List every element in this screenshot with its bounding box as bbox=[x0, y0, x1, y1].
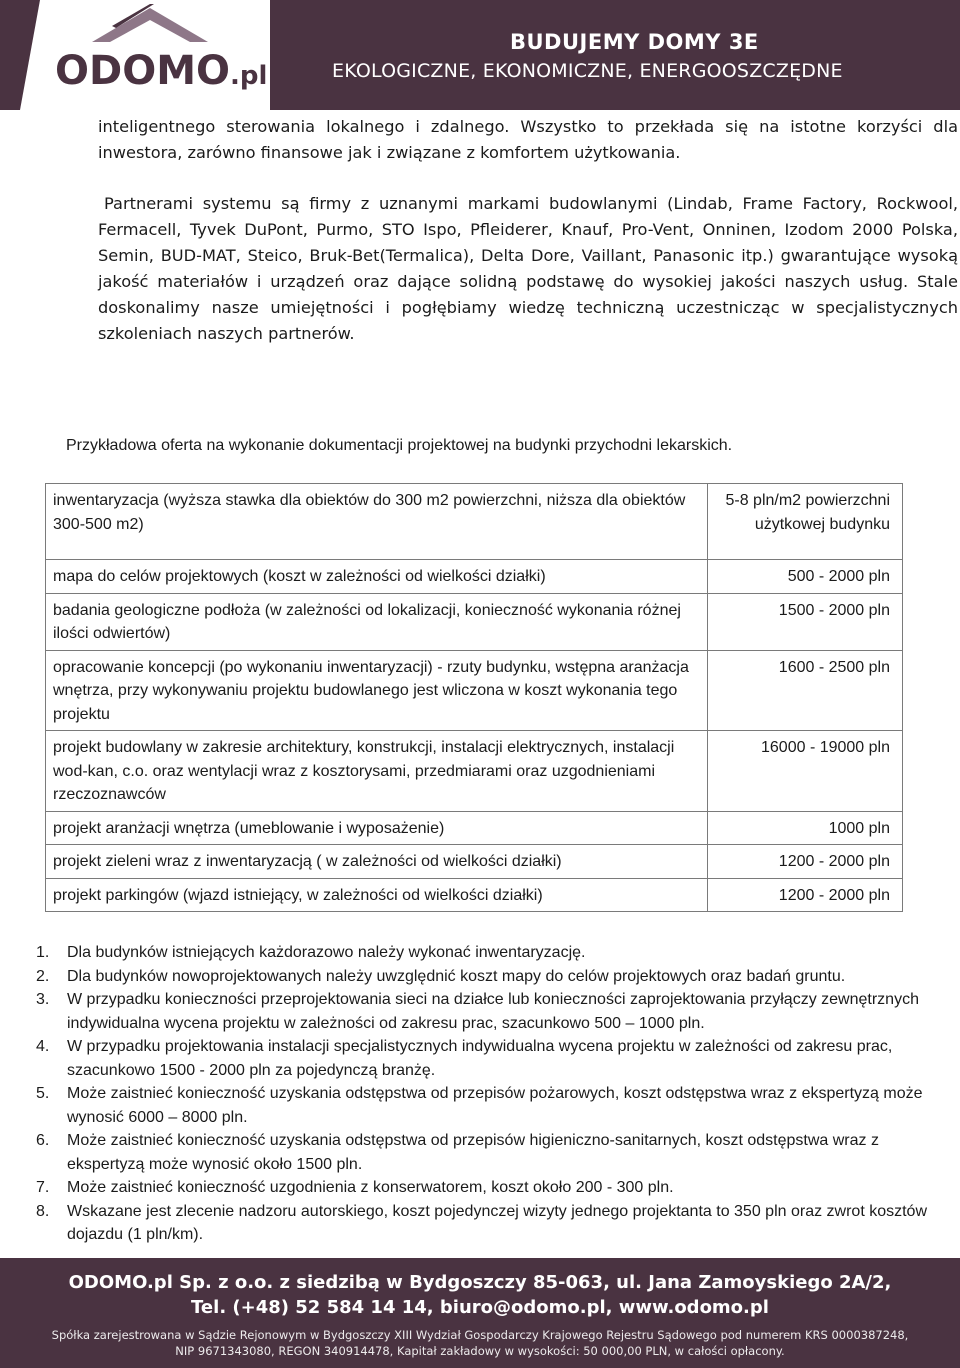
footer-address: ODOMO.pl Sp. z o.o. z siedzibą w Bydgoszczy 85-063, ul. Jana Zamoyskiego 2A/2, bbox=[68, 1272, 892, 1293]
price-table bbox=[45, 483, 903, 912]
note-number: 4. bbox=[36, 1038, 50, 1055]
list-item bbox=[36, 941, 956, 965]
list-item bbox=[36, 1082, 956, 1129]
logo-text bbox=[55, 48, 267, 94]
row-description: projekt parkingów (wjazd istniejący, w zależności od wielkości działki) bbox=[46, 878, 708, 912]
row-price: 1600 - 2500 pln bbox=[708, 650, 903, 731]
footer-registration: Spółka zarejestrowana w Sądzie Rejonowym w Bydgoszczy XIII Wydział Gospodarczy Krajowego Rejestru Sądowego pod numerem KRS 0000387248, bbox=[51, 1328, 909, 1342]
footer-contact: Tel. (+48) 52 584 14 14, biuro@odomo.pl, www.odomo.pl bbox=[191, 1297, 769, 1318]
header-subtitle: EKOLOGICZNE, EKONOMICZNE, ENERGOOSZCZĘDNE bbox=[332, 60, 843, 82]
note-text: Może zaistnieć konieczność uzyskania odstępstwa od przepisów pożarowych, koszt odstępstwa wraz z ekspertyzą może wynosić 6000 – 8000 pln. bbox=[67, 1085, 923, 1126]
note-text: W przypadku projektowania instalacji specjalistycznych indywidualna wycena projektu w zależności od zakresu prac, szacunkowo 1500 - 2000 pln za pojedynczą branżę. bbox=[67, 1038, 893, 1079]
note-number: 5. bbox=[36, 1085, 50, 1102]
note-number: 3. bbox=[36, 991, 50, 1008]
list-item bbox=[36, 1035, 956, 1082]
table-row bbox=[46, 593, 903, 650]
note-text: Dla budynków istniejących każdorazowo należy wykonać inwentaryzację. bbox=[67, 944, 586, 961]
row-description: projekt budowlany w zakresie architektury, konstrukcji, instalacji elektrycznych, instalacji wod-kan, c.o. oraz wentylacji wraz z kosztorysami, przedmiarami oraz uzgodnieniami rzeczoznawców bbox=[46, 731, 708, 812]
table-row bbox=[46, 731, 903, 812]
row-price: 1200 - 2000 pln bbox=[708, 845, 903, 879]
row-price: 1200 - 2000 pln bbox=[708, 878, 903, 912]
page-footer bbox=[0, 1258, 960, 1368]
intro-paragraph-1: inteligentnego sterowania lokalnego i zdalnego. Wszystko to przekłada się na istotne korzyści dla inwestora, zarówno finansowe jak i związane z komfortem użytkowania. bbox=[98, 117, 958, 162]
table-row bbox=[46, 560, 903, 594]
note-text: Wskazane jest zlecenie nadzoru autorskiego, koszt pojedynczej wizyty jednego projektanta to 350 pln oraz zwrot kosztów dojazdu (1 pln/km). bbox=[67, 1202, 928, 1243]
header-title: BUDUJEMY DOMY 3E bbox=[510, 30, 759, 54]
footer-tax-ids: NIP 9671343080, REGON 340914478, Kapitał zakładowy w wysokości: 50 000,00 PLN, w całości opłacony. bbox=[175, 1344, 785, 1358]
row-description: mapa do celów projektowych (koszt w zależności od wielkości działki) bbox=[46, 560, 708, 594]
row-price: 16000 - 19000 pln bbox=[708, 731, 903, 812]
list-item bbox=[36, 1176, 956, 1200]
page-header bbox=[0, 0, 960, 110]
table-row bbox=[46, 650, 903, 731]
list-item bbox=[36, 1129, 956, 1176]
note-text: W przypadku konieczności przeprojektowania sieci na działce lub konieczności zaprojektowania przyłączy zewnętrznych indywidualna wycena projektu w zależności od zakresu prac, szacunkowo 500 – 1000 pln. bbox=[67, 991, 919, 1032]
row-description: badania geologiczne podłoża (w zależności od lokalizacji, konieczność wykonania różnej ilości odwiertów) bbox=[46, 593, 708, 650]
notes-list bbox=[36, 941, 956, 1247]
note-number: 7. bbox=[36, 1179, 50, 1196]
row-description: projekt aranżacji wnętrza (umeblowanie i wyposażenie) bbox=[46, 811, 708, 845]
note-text: Może zaistnieć konieczność uzgodnienia z konserwatorem, koszt około 200 - 300 pln. bbox=[67, 1179, 674, 1196]
row-price: 1000 pln bbox=[708, 811, 903, 845]
note-text: Może zaistnieć konieczność uzyskania odstępstwa od przepisów higieniczno-sanitarnych, koszt odstępstwa wraz z ekspertyzą może wynosić około 1500 pln. bbox=[67, 1132, 879, 1173]
logo-name: ODOMO bbox=[55, 48, 231, 94]
offer-title: Przykładowa oferta na wykonanie dokumentacji projektowej na budynki przychodni lekarskich. bbox=[66, 437, 733, 454]
row-description: inwentaryzacja (wyższa stawka dla obiektów do 300 m2 powierzchni, niższa dla obiektów 300-500 m2) bbox=[46, 484, 708, 560]
note-number: 8. bbox=[36, 1202, 50, 1220]
intro-paragraph-2: Partnerami systemu są firmy z uznanymi markami budowlanymi (Lindab, Frame Factory, Rockwool, Fermacell, Tyvek DuPont, Purmo, STO Ispo, Pfleiderer, Knauf, Pro-Vent, Onninen, Izodom 2000 Polska, Semin, BUD-MAT, Steico, Bruk-Bet(Termalica), Delta Dore, Vaillant, Panasonic itp.) gwarantujące wysoką jakość materiałów i urządzeń oraz dające solidną podstawę do wysokiej jakości naszych usług. Stale doskonalimy nasze umiejętności i pogłębiamy wiedzę techniczną uczestnicząc w specjalistycznych szkoleniach naszych partnerów. bbox=[98, 194, 958, 343]
logo-suffix: .pl bbox=[230, 61, 268, 91]
row-description: opracowanie koncepcji (po wykonaniu inwentaryzacji) - rzuty budynku, wstępna aranżacja wnętrza, przy wykonywaniu projektu budowlanego jest wliczona w koszt wykonania tego projektu bbox=[46, 650, 708, 731]
note-number: 1. bbox=[36, 944, 50, 961]
note-number: 2. bbox=[36, 967, 50, 985]
list-item bbox=[36, 1200, 956, 1247]
row-price: 1500 - 2000 pln bbox=[708, 593, 903, 650]
row-description: projekt zieleni wraz z inwentaryzacją ( w zależności od wielkości działki) bbox=[46, 845, 708, 879]
table-row bbox=[46, 484, 903, 560]
table-row bbox=[46, 811, 903, 845]
list-item bbox=[36, 988, 956, 1035]
table-row bbox=[46, 845, 903, 879]
table-row bbox=[46, 878, 903, 912]
row-price: 500 - 2000 pln bbox=[708, 560, 903, 594]
note-text: Dla budynków nowoprojektowanych należy uwzględnić koszt mapy do celów projektowych oraz badań gruntu. bbox=[67, 967, 846, 985]
row-price: 5-8 pln/m2 powierzchni użytkowej budynku bbox=[708, 484, 903, 560]
list-item bbox=[36, 965, 956, 989]
note-number: 6. bbox=[36, 1132, 50, 1149]
